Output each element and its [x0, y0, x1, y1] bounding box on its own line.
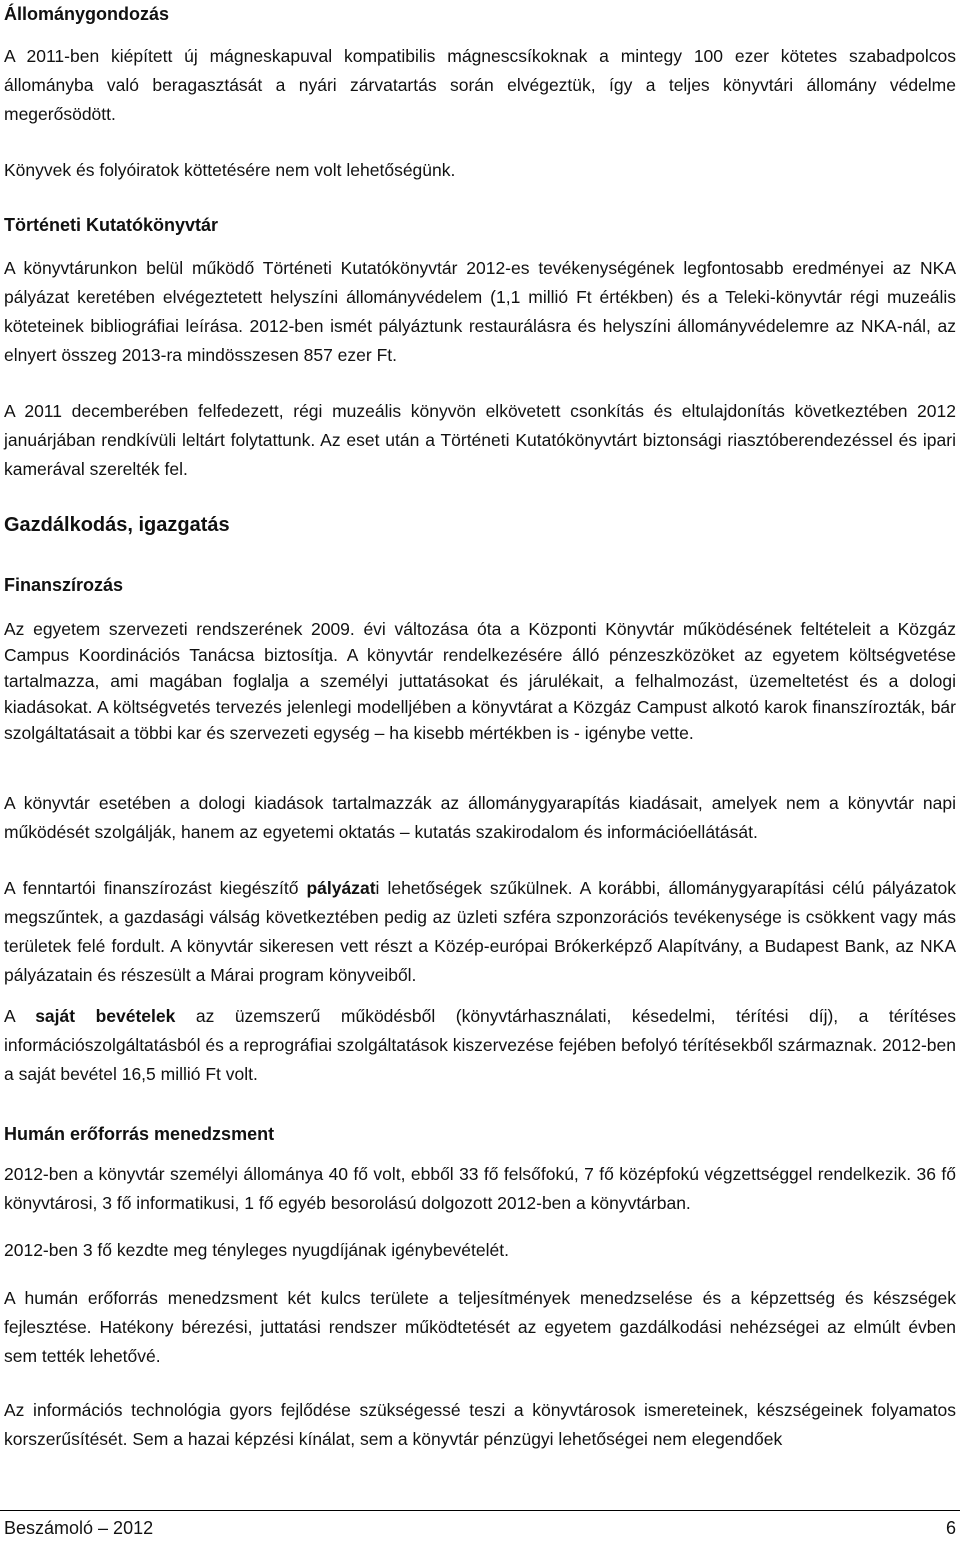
section-title-human-eroforras: Humán erőforrás menedzsment: [4, 1124, 275, 1144]
paragraph-finansz-4-part-a: A: [4, 1006, 36, 1026]
paragraph-allomany-2: Könyvek és folyóiratok köttetésére nem volt lehetőségünk.: [4, 160, 456, 180]
paragraph-human-3: A humán erőforrás menedzsment két kulcs területe a teljesítmények menedzselése és a képzettség és készségek fejlesztése. Hatékony bérezési, juttatási rendszer működtetését az egyetem gazdálkodási nehézségei az elmúlt évben sem tették lehetővé.: [4, 1288, 956, 1366]
footer-label: Beszámoló – 2012: [4, 1518, 154, 1538]
section-title-finanszirozas: Finanszírozás: [4, 575, 124, 595]
paragraph-human-4: Az információs technológia gyors fejlődése szükségessé teszi a könyvtárosok ismereteinek, készségeinek folyamatos korszerűsítését. Sem a hazai képzési kínálat, sem a könyvtár pénzügyi lehetőségei nem elegendőek: [4, 1400, 956, 1449]
footer-divider: [0, 1510, 960, 1511]
section-title-allomanygondozas: Állománygondozás: [4, 4, 170, 24]
paragraph-human-1: 2012-ben a könyvtár személyi állománya 40 fő volt, ebből 33 fő felsőfokú, 7 fő középfokú végzettséggel rendelkezik. 36 fő könyvtárosi, 3 fő informatikusi, 1 fő egyéb besorolású dolgozott 2012-ben a könyvtárban.: [4, 1164, 956, 1213]
paragraph-finansz-3: [4, 874, 956, 990]
paragraph-finansz-4: [4, 1002, 956, 1089]
paragraph-finansz-2: [4, 789, 956, 847]
section-title-torteneti-kutatokonyvtar: Történeti Kutatókönyvtár: [4, 215, 219, 235]
paragraph-finansz-3-part-b: i lehetőségek szűkülnek. A korábbi, állománygyarapítási célú pályázatok megszűntek, a gazdasági válság következtében pedig az üzleti szféra szponzorációs tevékenysége is csökkent vagy más területek felé fordult. A könyvtár sikeresen vett részt a Közép-európai Brókerképző Alapítvány, a Budapest Bank, az NKA pályázatain és részesült a Márai program könyveiből.: [4, 878, 956, 985]
page-number: 6: [945, 1518, 956, 1538]
paragraph-finansz-2-text: A könyvtár esetében a dologi kiadások tartalmazzák az állománygyarapítás kiadásait, amelyek nem a könyvtár napi működését szolgálják, hanem az egyetemi oktatás – kutatás szakirodalom és információellátását.: [4, 793, 956, 842]
paragraph-allomany-1: A 2011-ben kiépített új mágneskapuval kompatibilis mágnescsíkoknak a mintegy 100 ezer kötetes szabadpolcos állományba való beragasztását a nyári zárvatartás során elvégeztük, így a teljes könyvtári állomány védelme megerősödött.: [4, 46, 956, 124]
paragraph-finansz-3-bold: pályázat: [306, 878, 376, 898]
paragraph-finansz-4-bold: saját bevételek: [35, 1006, 176, 1026]
paragraph-finansz-3-part-a: A fenntartói finanszírozást kiegészítő: [4, 878, 307, 898]
paragraph-finansz-1: Az egyetem szervezeti rendszerének 2009. évi változása óta a Központi Könyvtár működésének feltételeit a Közgáz Campus Koordinációs Tanácsa biztosítja. A könyvtár rendelkezésére álló pénzeszközöket az egyetem költségvetése tartalmazza, ami magában foglalja a személyi juttatásokat és járulékait, a felhalmozást, üzemeltetést és a dologi kiadásokat. A költségvetés tervezés jelenlegi modelljében a könyvtárat a Közgáz Campust alkotó karok finanszírozták, bár szolgáltatásait a többi kar és szervezeti egység – ha kisebb mértékben is - igénybe vette.: [4, 619, 956, 743]
paragraph-tortkut-2: A 2011 decemberében felfedezett, régi muzeális könyvön elkövetett csonkítás és eltulajdonítás következtében 2012 januárjában rendkívüli leltárt folytattunk. Az eset után a Történeti Kutatókönyvtárt biztonsági riasztóberendezéssel és ipari kamerával szerelték fel.: [4, 401, 956, 479]
chapter-title-gazdalkodas: Gazdálkodás, igazgatás: [4, 514, 230, 536]
paragraph-tortkut-1: A könyvtárunkon belül működő Történeti Kutatókönyvtár 2012-es tevékenységének legfontosabb eredményei az NKA pályázat keretében elvégeztetett helyszíni állományvédelem (1,1 millió Ft értékben) és a Teleki-könyvtár régi muzeális köteteinek bibliográfiai leírása. 2012-ben ismét pályáztunk restaurálásra és helyszíni állományvédelemre az NKA-nál, az elnyert összeg 2013-ra mindösszesen 857 ezer Ft.: [4, 258, 956, 365]
paragraph-human-2: 2012-ben 3 fő kezdte meg tényleges nyugdíjának igénybevételét.: [4, 1240, 509, 1260]
paragraph-finansz-4-part-b: az üzemszerű működésből (könyvtárhasználati, késedelmi, térítési díj), a térítéses információszolgáltatásból és a reprográfiai szolgáltatások kiszervezése fejében befolyó térítésekből származnak. 2012-ben a saját bevétel 16,5 millió Ft volt.: [4, 1006, 956, 1084]
